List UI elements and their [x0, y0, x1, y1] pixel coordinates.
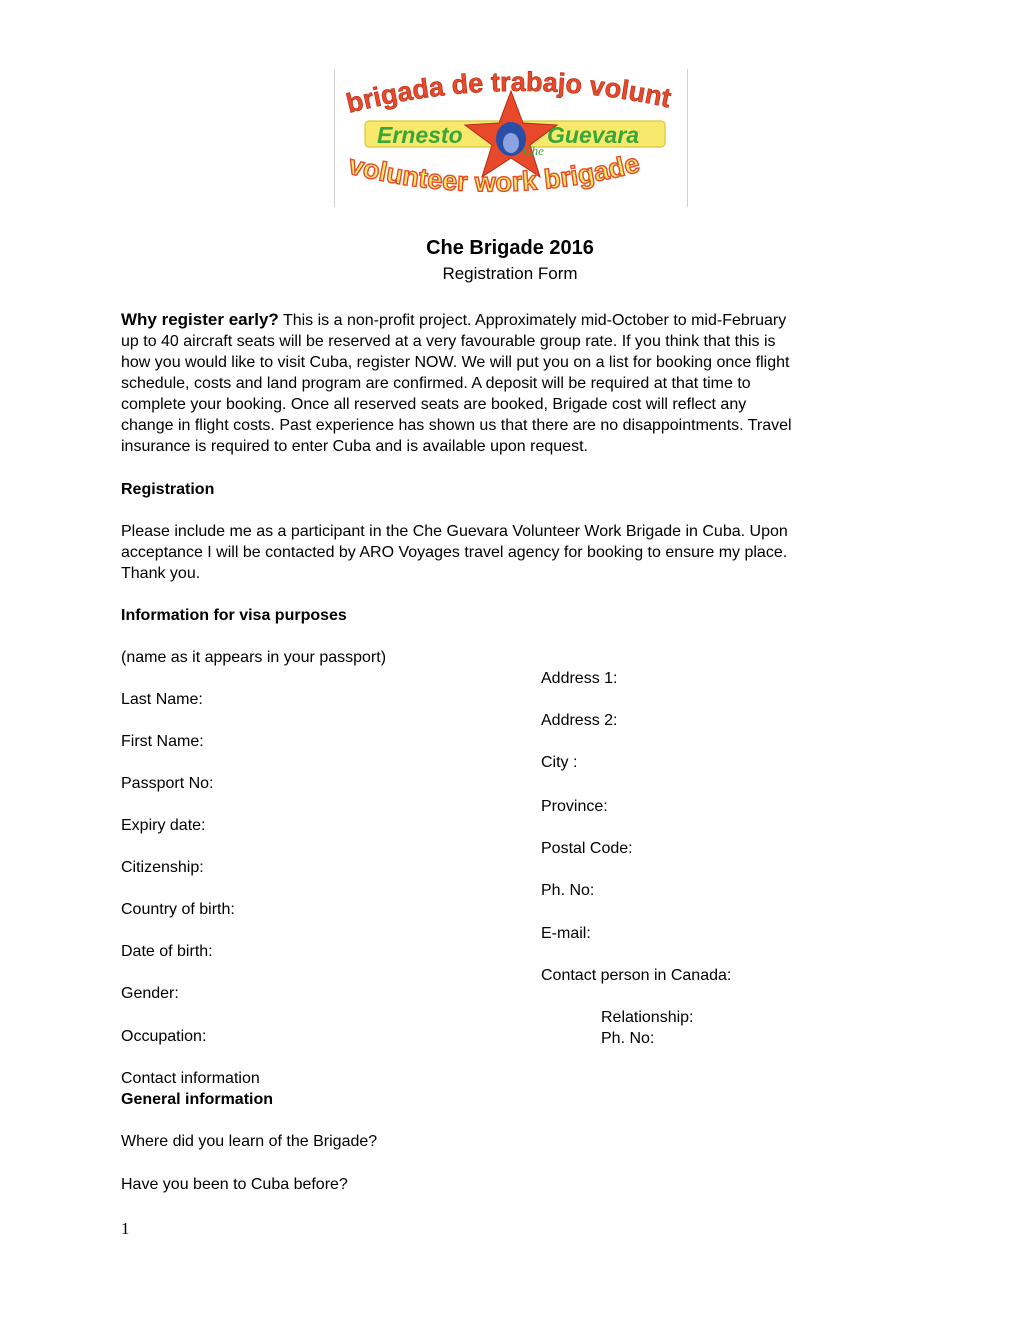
occupation-label: Occupation:: [121, 1028, 207, 1045]
registration-line: Thank you.: [121, 565, 201, 582]
registration-line: Please include me as a participant in the Che Guevara Volunteer Work Brigade in Cuba. Upon: [121, 523, 788, 540]
contact-phone-label: Ph. No:: [601, 1030, 655, 1047]
passport-note: (name as it appears in your passport): [121, 649, 387, 666]
last-name-label: Last Name:: [121, 691, 203, 708]
intro-line: change in flight costs. Past experience has shown us that there are no disappointments. Travel: [121, 417, 792, 434]
city-label: City :: [541, 754, 578, 771]
brigade-logo: [334, 69, 688, 207]
brigade-logo-graphic: [335, 69, 687, 207]
citizenship-label: Citizenship:: [121, 859, 204, 876]
relationship-label: Relationship:: [601, 1009, 694, 1026]
intro-line: insurance is required to enter Cuba and is available upon request.: [121, 438, 588, 455]
date-of-birth-label: Date of birth:: [121, 943, 213, 960]
province-label: Province:: [541, 798, 608, 815]
address-1-label: Address 1:: [541, 670, 618, 687]
general-heading: General information: [121, 1091, 274, 1108]
logo-name-left: Ernesto: [377, 122, 463, 148]
visa-heading: Information for visa purposes: [121, 607, 347, 624]
country-of-birth-label: Country of birth:: [121, 901, 235, 918]
gender-label: Gender:: [121, 985, 179, 1002]
logo-name-small: Che: [523, 143, 544, 158]
passport-no-label: Passport No:: [121, 775, 214, 792]
registration-line: acceptance I will be contacted by ARO Voyages travel agency for booking to ensure my place.: [121, 544, 788, 561]
logo-name-right: Guevara: [547, 122, 640, 148]
expiry-date-label: Expiry date:: [121, 817, 206, 834]
page-subtitle: Registration Form: [442, 264, 578, 283]
first-name-label: First Name:: [121, 733, 204, 750]
page-number: 1: [121, 1219, 130, 1238]
registration-heading: Registration: [121, 481, 215, 498]
question-been-to-cuba: Have you been to Cuba before?: [121, 1176, 348, 1193]
question-learn-of-brigade: Where did you learn of the Brigade?: [121, 1133, 378, 1150]
intro-line: up to 40 aircraft seats will be reserved at a very favourable group rate. If you think that this is: [121, 333, 776, 350]
logo-text-spanish: brigada de trabajo volunt: [343, 69, 674, 119]
phone-label: Ph. No:: [541, 882, 595, 899]
intro-line: how you would like to visit Cuba, register NOW. We will put you on a list for booking once flight: [121, 354, 790, 371]
contact-information-label: Contact information: [121, 1070, 260, 1087]
logo-text-english: volunteer work brigade: [345, 147, 643, 198]
page-title: Che Brigade 2016: [426, 237, 594, 259]
email-label: E-mail:: [541, 925, 591, 942]
postal-code-label: Postal Code:: [541, 840, 633, 857]
intro-line: schedule, costs and land program are confirmed. A deposit will be required at that time to: [121, 375, 751, 392]
contact-person-label: Contact person in Canada:: [541, 967, 732, 984]
registration-paragraph: [121, 521, 906, 584]
address-2-label: Address 2:: [541, 712, 618, 729]
intro-lead: Why register early?: [121, 310, 279, 329]
intro-paragraph: [121, 309, 906, 457]
intro-line: This is a non-profit project. Approximately mid-October to mid-February: [278, 312, 787, 329]
intro-line: complete your booking. Once all reserved seats are booked, Brigade cost will reflect any: [121, 396, 747, 413]
